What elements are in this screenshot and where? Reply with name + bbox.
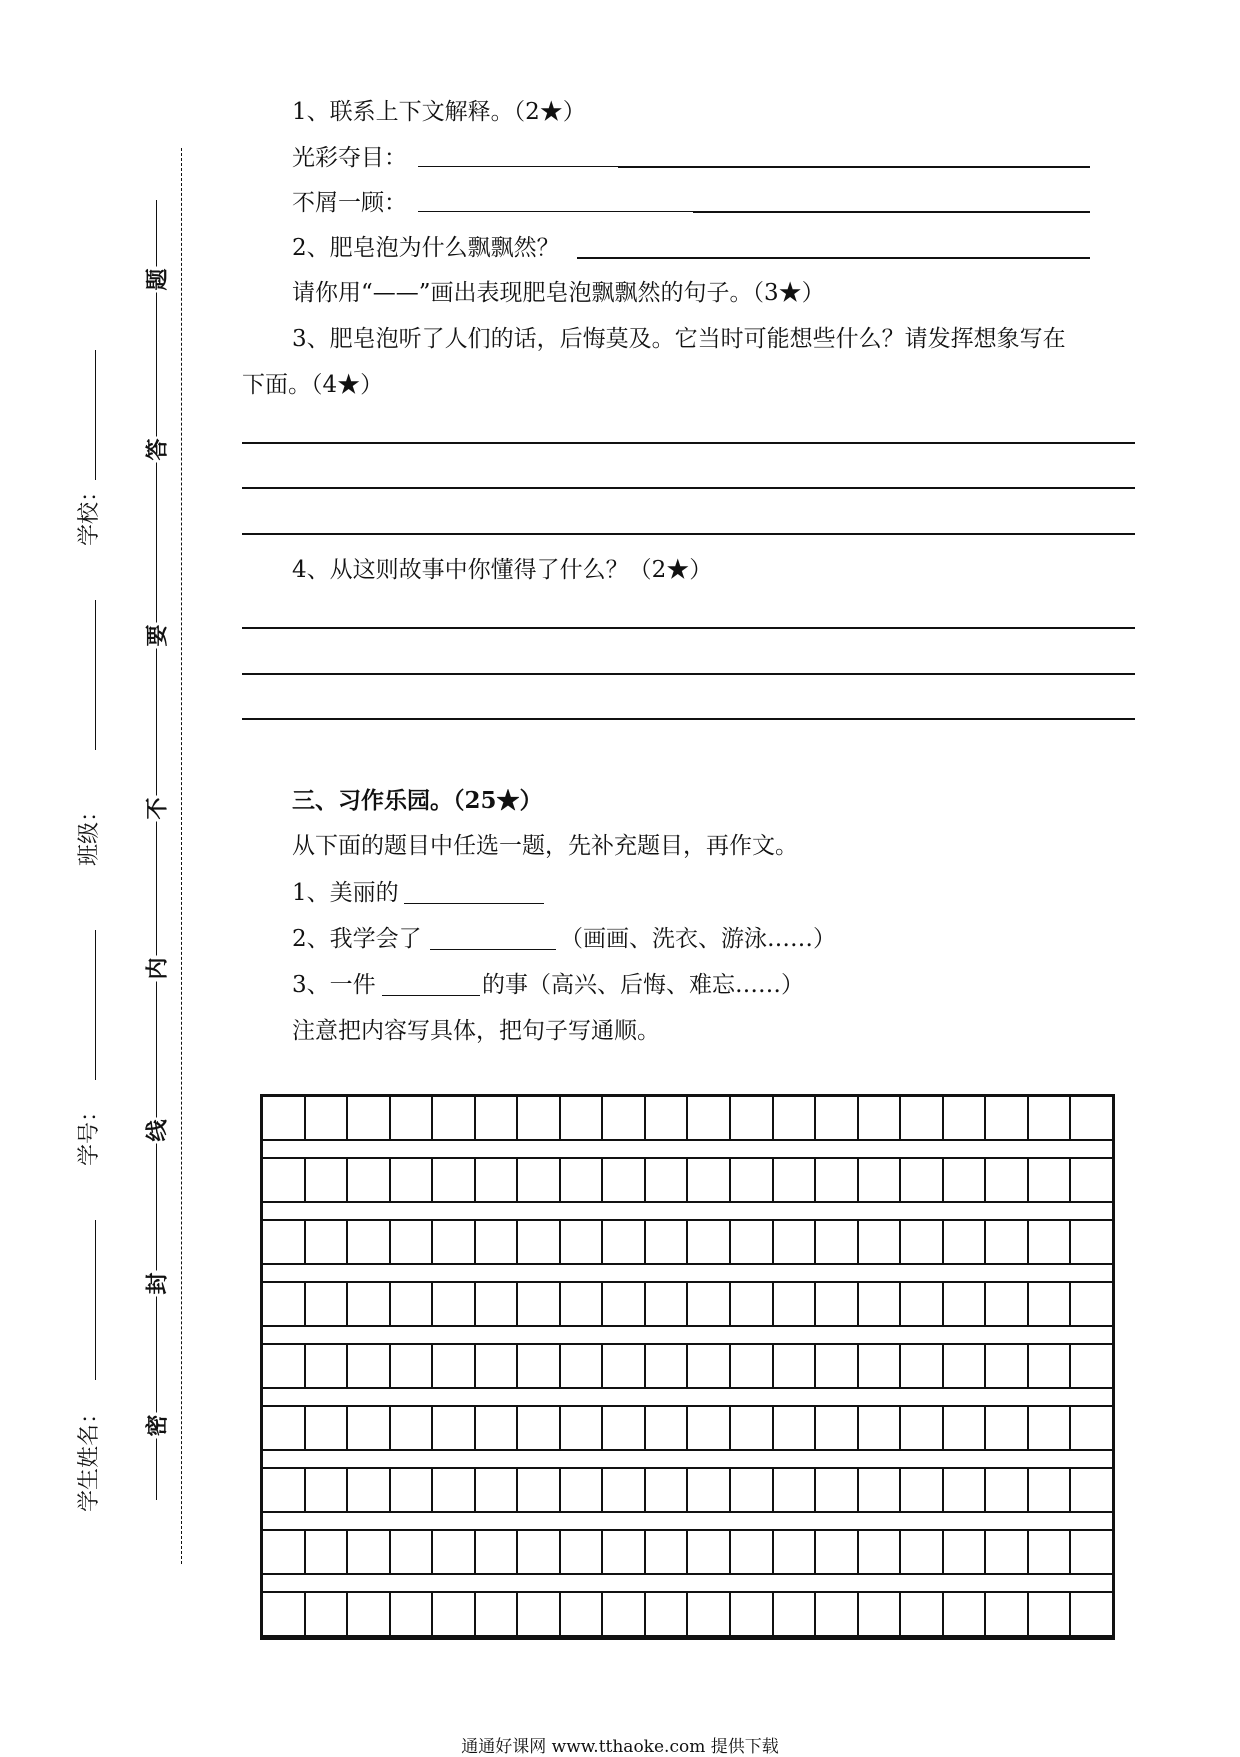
grid-row: [263, 1097, 1112, 1141]
school-blank[interactable]: [95, 350, 96, 480]
grid-cell[interactable]: [688, 1531, 731, 1573]
grid-row: [263, 1345, 1112, 1389]
grid-cell[interactable]: [986, 1159, 1029, 1201]
answer-line[interactable]: [242, 487, 1135, 489]
grid-cell[interactable]: [859, 1469, 902, 1511]
footer: 通通好课网 www.tthaoke.com 提供下载: [461, 1737, 779, 1757]
topic-option-3: 3、一件: [292, 972, 376, 998]
grid-row-gap: [263, 1389, 1112, 1407]
grid-cell[interactable]: [859, 1283, 902, 1325]
grid-cell[interactable]: [731, 1159, 774, 1201]
grid-cell[interactable]: [944, 1283, 987, 1325]
topic-option-1-blank[interactable]: [404, 903, 544, 904]
term-2-answer-line[interactable]: [418, 211, 693, 212]
writing-note: 注意把内容写具体，把句子写通顺。: [292, 1018, 660, 1044]
grid-row-gap: [263, 1141, 1112, 1159]
grid-cell[interactable]: [391, 1593, 434, 1635]
grid-cell[interactable]: [433, 1283, 476, 1325]
grid-cell[interactable]: [731, 1407, 774, 1449]
grid-cell[interactable]: [859, 1531, 902, 1573]
term-2-answer-line-ext[interactable]: [693, 211, 1090, 213]
grid-cell[interactable]: [348, 1593, 391, 1635]
grid-cell[interactable]: [774, 1283, 817, 1325]
grid-cell[interactable]: [944, 1407, 987, 1449]
grid-cell[interactable]: [476, 1407, 519, 1449]
grid-cell[interactable]: [433, 1469, 476, 1511]
question-4-label: 4、从这则故事中你懂得了什么？（2★）: [292, 557, 713, 583]
grid-cell[interactable]: [603, 1531, 646, 1573]
grid-cell[interactable]: [391, 1407, 434, 1449]
student-number-label: 学号：: [77, 1099, 102, 1166]
grid-row-gap: [263, 1327, 1112, 1345]
answer-line[interactable]: [242, 673, 1135, 675]
grid-cell[interactable]: [476, 1469, 519, 1511]
grid-cell[interactable]: [1029, 1469, 1072, 1511]
grid-cell[interactable]: [603, 1469, 646, 1511]
student-number-blank[interactable]: [95, 930, 96, 1080]
grid-cell[interactable]: [646, 1345, 689, 1387]
grid-cell[interactable]: [688, 1159, 731, 1201]
grid-cell[interactable]: [603, 1097, 646, 1139]
term-1-label: 光彩夺目：: [292, 145, 407, 171]
grid-cell[interactable]: [1071, 1345, 1112, 1387]
grid-cell[interactable]: [731, 1283, 774, 1325]
grid-cell[interactable]: [433, 1593, 476, 1635]
grid-cell[interactable]: [688, 1593, 731, 1635]
grid-cell[interactable]: [774, 1469, 817, 1511]
grid-cell[interactable]: [1029, 1345, 1072, 1387]
grid-cell[interactable]: [1071, 1469, 1112, 1511]
grid-cell[interactable]: [859, 1593, 902, 1635]
grid-cell[interactable]: [518, 1283, 561, 1325]
grid-cell[interactable]: [433, 1159, 476, 1201]
grid-row-gap: [263, 1203, 1112, 1221]
grid-cell[interactable]: [263, 1283, 306, 1325]
grid-cell[interactable]: [688, 1345, 731, 1387]
grid-cell[interactable]: [774, 1531, 817, 1573]
grid-cell[interactable]: [263, 1531, 306, 1573]
grid-cell[interactable]: [986, 1283, 1029, 1325]
grid-cell[interactable]: [944, 1469, 987, 1511]
grid-cell[interactable]: [603, 1159, 646, 1201]
grid-cell[interactable]: [391, 1283, 434, 1325]
student-name-blank[interactable]: [95, 1220, 96, 1380]
grid-cell[interactable]: [433, 1407, 476, 1449]
grid-cell[interactable]: [986, 1407, 1029, 1449]
question-3-line-1: 3、肥皂泡听了人们的话，后悔莫及。它当时可能想些什么？请发挥想象写在: [292, 326, 1066, 352]
grid-cell[interactable]: [348, 1531, 391, 1573]
grid-cell[interactable]: [1029, 1097, 1072, 1139]
topic-option-2-blank[interactable]: [430, 949, 556, 950]
grid-cell[interactable]: [603, 1345, 646, 1387]
grid-cell[interactable]: [646, 1469, 689, 1511]
answer-line[interactable]: [242, 718, 1135, 720]
grid-cell[interactable]: [518, 1097, 561, 1139]
grid-cell[interactable]: [859, 1345, 902, 1387]
question-2-answer-line[interactable]: [577, 257, 1090, 259]
grid-cell[interactable]: [476, 1531, 519, 1573]
grid-cell[interactable]: [816, 1407, 859, 1449]
grid-row: [263, 1531, 1112, 1575]
grid-cell[interactable]: [561, 1469, 604, 1511]
question-2-instruction: 请你用“——”画出表现肥皂泡飘飘然的句子。（3★）: [292, 280, 825, 306]
answer-line[interactable]: [242, 533, 1135, 535]
grid-cell[interactable]: [774, 1097, 817, 1139]
grid-cell[interactable]: [1071, 1159, 1112, 1201]
grid-row: [263, 1469, 1112, 1513]
topic-option-2: 2、我学会了: [292, 926, 422, 952]
grid-row: [263, 1407, 1112, 1451]
grid-cell[interactable]: [348, 1469, 391, 1511]
grid-cell[interactable]: [518, 1469, 561, 1511]
grid-cell[interactable]: [816, 1221, 859, 1263]
grid-cell[interactable]: [688, 1469, 731, 1511]
grid-row: [263, 1283, 1112, 1327]
grid-cell[interactable]: [1029, 1407, 1072, 1449]
grid-cell[interactable]: [603, 1407, 646, 1449]
grid-cell[interactable]: [306, 1283, 349, 1325]
grid-cell[interactable]: [986, 1221, 1029, 1263]
grid-cell[interactable]: [348, 1159, 391, 1201]
grid-cell[interactable]: [1029, 1593, 1072, 1635]
grid-cell[interactable]: [646, 1283, 689, 1325]
grid-cell[interactable]: [944, 1097, 987, 1139]
grid-cell[interactable]: [348, 1407, 391, 1449]
grid-cell[interactable]: [859, 1159, 902, 1201]
term-1-answer-line-ext[interactable]: [618, 166, 1090, 168]
grid-cell[interactable]: [944, 1221, 987, 1263]
topic-option-3-hint: 的事（高兴、后悔、难忘……）: [482, 972, 804, 998]
grid-cell[interactable]: [518, 1159, 561, 1201]
grid-cell[interactable]: [774, 1221, 817, 1263]
seal-char: 不: [141, 796, 172, 822]
grid-row-gap: [263, 1451, 1112, 1469]
grid-cell[interactable]: [561, 1283, 604, 1325]
term-2-label: 不屑一顾：: [292, 190, 407, 216]
grid-cell[interactable]: [476, 1097, 519, 1139]
grid-cell[interactable]: [859, 1407, 902, 1449]
grid-cell[interactable]: [263, 1097, 306, 1139]
grid-cell[interactable]: [476, 1345, 519, 1387]
grid-cell[interactable]: [1071, 1221, 1112, 1263]
grid-cell[interactable]: [731, 1593, 774, 1635]
grid-cell[interactable]: [901, 1407, 944, 1449]
grid-row-gap: [263, 1513, 1112, 1531]
grid-cell[interactable]: [518, 1221, 561, 1263]
grid-cell[interactable]: [731, 1469, 774, 1511]
grid-cell[interactable]: [986, 1345, 1029, 1387]
grid-cell[interactable]: [901, 1345, 944, 1387]
grid-cell[interactable]: [901, 1469, 944, 1511]
seal-char: 内: [141, 956, 172, 982]
grid-cell[interactable]: [986, 1531, 1029, 1573]
grid-cell[interactable]: [391, 1159, 434, 1201]
grid-cell[interactable]: [306, 1097, 349, 1139]
grid-cell[interactable]: [263, 1345, 306, 1387]
grid-cell[interactable]: [348, 1345, 391, 1387]
grid-cell[interactable]: [901, 1593, 944, 1635]
grid-cell[interactable]: [731, 1531, 774, 1573]
grid-cell[interactable]: [433, 1221, 476, 1263]
topic-option-1: 1、美丽的: [292, 880, 399, 906]
grid-cell[interactable]: [816, 1159, 859, 1201]
grid-cell[interactable]: [561, 1593, 604, 1635]
grid-cell[interactable]: [1029, 1283, 1072, 1325]
grid-cell[interactable]: [263, 1407, 306, 1449]
grid-cell[interactable]: [1071, 1593, 1112, 1635]
grid-cell[interactable]: [901, 1097, 944, 1139]
grid-cell[interactable]: [561, 1345, 604, 1387]
grid-cell[interactable]: [391, 1531, 434, 1573]
grid-cell[interactable]: [561, 1221, 604, 1263]
grid-cell[interactable]: [1071, 1531, 1112, 1573]
grid-cell[interactable]: [646, 1531, 689, 1573]
grid-row-gap: [263, 1575, 1112, 1593]
seal-dashed-line: [181, 148, 182, 1564]
grid-cell[interactable]: [816, 1593, 859, 1635]
seal-char: 线: [141, 1118, 172, 1144]
grid-cell[interactable]: [348, 1221, 391, 1263]
grid-cell[interactable]: [306, 1345, 349, 1387]
answer-line[interactable]: [242, 627, 1135, 629]
grid-cell[interactable]: [859, 1221, 902, 1263]
grid-cell[interactable]: [944, 1345, 987, 1387]
grid-cell[interactable]: [646, 1407, 689, 1449]
grid-cell[interactable]: [901, 1283, 944, 1325]
seal-char: 题: [141, 267, 172, 293]
grid-cell[interactable]: [986, 1469, 1029, 1511]
grid-cell[interactable]: [774, 1407, 817, 1449]
grid-cell[interactable]: [306, 1593, 349, 1635]
grid-cell[interactable]: [561, 1159, 604, 1201]
class-label: 班级：: [77, 799, 102, 866]
seal-char: 封: [141, 1271, 172, 1297]
grid-cell[interactable]: [986, 1097, 1029, 1139]
grid-cell[interactable]: [263, 1159, 306, 1201]
school-label: 学校：: [77, 479, 102, 546]
seal-char: 答: [141, 437, 172, 463]
question-3-line-2: 下面。（4★）: [242, 372, 384, 398]
question-2-label: 2、肥皂泡为什么飘飘然？: [292, 235, 560, 261]
grid-cell[interactable]: [603, 1593, 646, 1635]
section-3-instruction: 从下面的题目中任选一题，先补充题目，再作文。: [292, 833, 798, 859]
answer-line[interactable]: [242, 442, 1135, 444]
grid-row: [263, 1221, 1112, 1265]
grid-cell[interactable]: [646, 1097, 689, 1139]
grid-cell[interactable]: [476, 1283, 519, 1325]
grid-cell[interactable]: [1071, 1407, 1112, 1449]
grid-row-gap: [263, 1265, 1112, 1283]
topic-option-3-blank[interactable]: [382, 995, 480, 996]
grid-cell[interactable]: [603, 1221, 646, 1263]
grid-cell[interactable]: [518, 1593, 561, 1635]
seal-solid-line: [156, 200, 157, 1500]
grid-cell[interactable]: [731, 1097, 774, 1139]
grid-cell[interactable]: [476, 1159, 519, 1201]
term-1-answer-line[interactable]: [418, 166, 618, 167]
grid-cell[interactable]: [561, 1407, 604, 1449]
grid-cell[interactable]: [263, 1469, 306, 1511]
grid-cell[interactable]: [603, 1283, 646, 1325]
grid-cell[interactable]: [306, 1159, 349, 1201]
grid-cell[interactable]: [476, 1593, 519, 1635]
grid-cell[interactable]: [306, 1221, 349, 1263]
grid-cell[interactable]: [901, 1159, 944, 1201]
grid-cell[interactable]: [646, 1221, 689, 1263]
grid-cell[interactable]: [518, 1345, 561, 1387]
grid-cell[interactable]: [391, 1097, 434, 1139]
grid-cell[interactable]: [348, 1097, 391, 1139]
composition-grid[interactable]: [260, 1094, 1115, 1640]
grid-cell[interactable]: [306, 1407, 349, 1449]
grid-cell[interactable]: [901, 1221, 944, 1263]
grid-cell[interactable]: [774, 1159, 817, 1201]
grid-cell[interactable]: [348, 1283, 391, 1325]
grid-cell[interactable]: [561, 1097, 604, 1139]
grid-cell[interactable]: [986, 1593, 1029, 1635]
grid-cell[interactable]: [646, 1159, 689, 1201]
grid-cell[interactable]: [263, 1593, 306, 1635]
grid-cell[interactable]: [646, 1593, 689, 1635]
grid-cell[interactable]: [688, 1097, 731, 1139]
grid-cell[interactable]: [816, 1469, 859, 1511]
grid-row: [263, 1593, 1112, 1637]
question-1-label: 1、联系上下文解释。（2★）: [292, 99, 586, 125]
grid-cell[interactable]: [518, 1407, 561, 1449]
grid-row: [263, 1159, 1112, 1203]
grid-cell[interactable]: [1029, 1221, 1072, 1263]
grid-cell[interactable]: [433, 1531, 476, 1573]
grid-cell[interactable]: [859, 1097, 902, 1139]
grid-cell[interactable]: [816, 1097, 859, 1139]
grid-cell[interactable]: [306, 1469, 349, 1511]
grid-cell[interactable]: [433, 1345, 476, 1387]
grid-cell[interactable]: [476, 1221, 519, 1263]
class-blank[interactable]: [95, 600, 96, 750]
grid-cell[interactable]: [944, 1531, 987, 1573]
grid-cell[interactable]: [263, 1221, 306, 1263]
grid-cell[interactable]: [391, 1469, 434, 1511]
grid-cell[interactable]: [433, 1097, 476, 1139]
seal-char: 要: [141, 623, 172, 649]
grid-cell[interactable]: [688, 1283, 731, 1325]
grid-cell[interactable]: [391, 1345, 434, 1387]
grid-cell[interactable]: [1029, 1159, 1072, 1201]
student-name-label: 学生姓名：: [77, 1401, 102, 1512]
grid-cell[interactable]: [391, 1221, 434, 1263]
grid-cell[interactable]: [944, 1593, 987, 1635]
grid-cell[interactable]: [561, 1531, 604, 1573]
grid-cell[interactable]: [731, 1345, 774, 1387]
grid-cell[interactable]: [901, 1531, 944, 1573]
grid-cell[interactable]: [1071, 1283, 1112, 1325]
grid-cell[interactable]: [688, 1407, 731, 1449]
grid-cell[interactable]: [816, 1345, 859, 1387]
topic-option-2-hint: （画画、洗衣、游泳……）: [560, 926, 836, 952]
grid-cell[interactable]: [816, 1283, 859, 1325]
grid-cell[interactable]: [1071, 1097, 1112, 1139]
grid-cell[interactable]: [944, 1159, 987, 1201]
grid-cell[interactable]: [518, 1531, 561, 1573]
section-3-title: 三、习作乐园。（25★）: [292, 787, 543, 814]
seal-char: 密: [141, 1413, 172, 1439]
grid-cell[interactable]: [731, 1221, 774, 1263]
grid-cell[interactable]: [816, 1531, 859, 1573]
grid-cell[interactable]: [1029, 1531, 1072, 1573]
grid-cell[interactable]: [306, 1531, 349, 1573]
grid-cell[interactable]: [774, 1345, 817, 1387]
grid-cell[interactable]: [774, 1593, 817, 1635]
grid-cell[interactable]: [688, 1221, 731, 1263]
